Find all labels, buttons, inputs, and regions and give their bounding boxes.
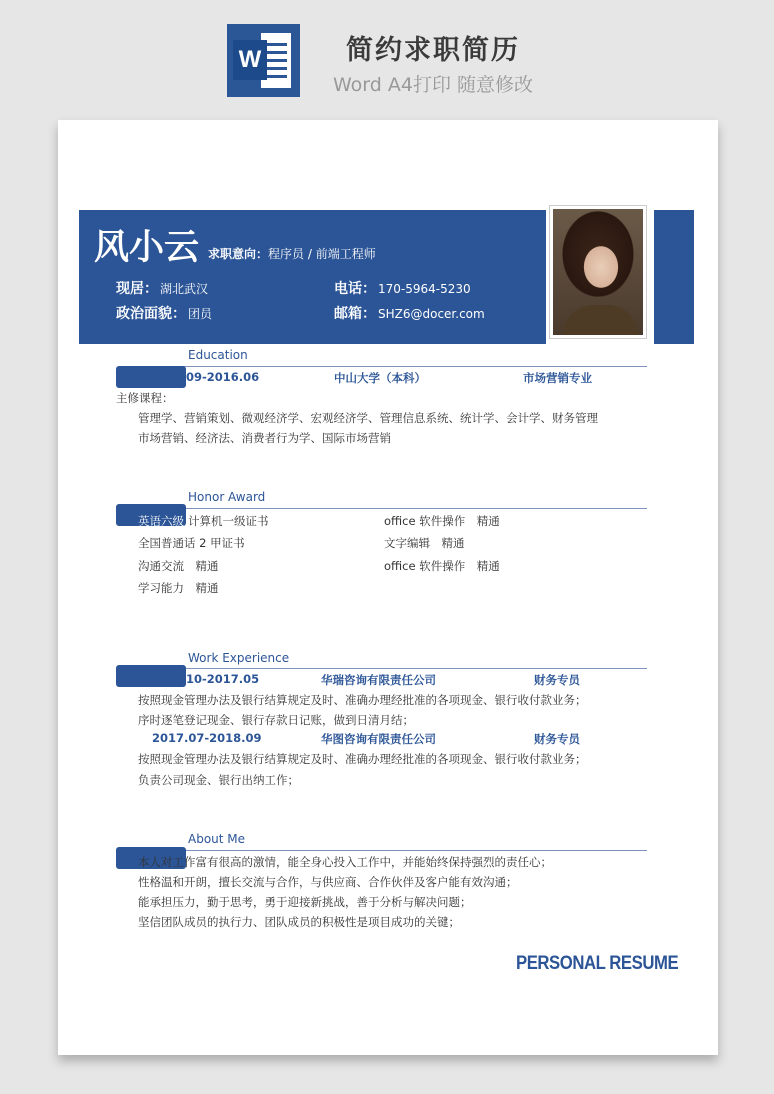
email-label: 邮箱： bbox=[334, 306, 376, 322]
job-position: 财务专员 bbox=[534, 673, 580, 687]
phone-label: 电话： bbox=[334, 281, 376, 297]
work-divider bbox=[181, 668, 647, 669]
banner-title: 简约求职简历 bbox=[346, 35, 520, 66]
about-line: 坚信团队成员的执行力、团队成员的积极性是项目成功的关键； bbox=[138, 915, 460, 929]
word-letter: W bbox=[233, 40, 267, 80]
political-status-value: 团员 bbox=[188, 307, 213, 321]
honor-item: office 软件操作 精通 bbox=[384, 559, 500, 573]
residence-label: 现居： bbox=[116, 281, 158, 297]
political-status bbox=[116, 303, 212, 323]
email bbox=[334, 303, 485, 323]
education-divider bbox=[181, 366, 647, 367]
political-status-label: 政治面貌： bbox=[116, 306, 186, 322]
email-value: SHZ6@docer.com bbox=[378, 307, 485, 321]
job-duty: 负责公司现金、银行出纳工作； bbox=[138, 773, 299, 787]
about-line: 本人对工作富有很高的激情，能全身心投入工作中，并能始终保持强烈的责任心； bbox=[138, 855, 552, 869]
education-period: 09-2016.06 bbox=[186, 370, 260, 384]
residence-value: 湖北武汉 bbox=[160, 282, 209, 296]
profile-photo bbox=[549, 205, 647, 339]
honor-item: 英语六级 bbox=[138, 514, 184, 528]
candidate-name: 风小云 bbox=[94, 228, 200, 268]
word-logo-icon bbox=[227, 24, 300, 97]
residence bbox=[116, 278, 208, 298]
about-line: 性格温和开朗，擅长交流与合作，与供应商、合作伙伴及客户能有效沟通； bbox=[138, 875, 518, 889]
education-title: Education bbox=[188, 348, 248, 362]
job-intention bbox=[208, 245, 376, 262]
resume-page bbox=[58, 120, 718, 1055]
education-school: 中山大学（本科） bbox=[334, 371, 426, 385]
job-period: 10-2017.05 bbox=[186, 672, 260, 686]
courses-line-1: 管理学、营销策划、微观经济学、宏观经济学、管理信息系统、统计学、会计学、财务管理 bbox=[138, 411, 598, 425]
honor-item: 全国普通话 2 甲证书 bbox=[138, 536, 245, 550]
education-tab bbox=[116, 366, 186, 388]
banner-subtitle: Word A4打印 随意修改 bbox=[332, 74, 533, 96]
about-line: 能承担压力，勤于思考，勇于迎接新挑战，善于分析与解决问题； bbox=[138, 895, 472, 909]
about-divider bbox=[181, 850, 647, 851]
about-title: About Me bbox=[188, 832, 246, 846]
work-tab bbox=[116, 665, 186, 687]
job-duty: 序时逐笔登记现金、银行存款日记账，做到日清月结； bbox=[138, 713, 414, 727]
phone-value: 170-5964-5230 bbox=[378, 282, 471, 296]
honor-item: 沟通交流 精通 bbox=[138, 559, 219, 573]
courses-line-2: 市场营销、经济法、消费者行为学、国际市场营销 bbox=[138, 431, 391, 445]
header-side-bar bbox=[654, 210, 694, 344]
honor-item: 学习能力 精通 bbox=[138, 581, 219, 595]
courses-label: 主修课程： bbox=[116, 391, 174, 405]
phone bbox=[334, 278, 471, 298]
job-intention-label: 求职意向： bbox=[208, 247, 269, 261]
personal-resume-brand: PERSONAL RESUME bbox=[516, 953, 679, 974]
honor-item: office 软件操作 精通 bbox=[384, 514, 500, 528]
work-title: Work Experience bbox=[188, 651, 290, 665]
job-company: 华瑞咨询有限责任公司 bbox=[321, 673, 436, 687]
job-duty: 按照现金管理办法及银行结算规定及时、准确办理经批准的各项现金、银行收付款业务； bbox=[138, 693, 587, 707]
honor-item: 计算机一级证书 bbox=[188, 514, 269, 528]
job-period: 2017.07-2018.09 bbox=[152, 731, 262, 745]
job-intention-value: 程序员 / 前端工程师 bbox=[268, 247, 376, 261]
honor-title: Honor Award bbox=[188, 490, 266, 504]
education-major: 市场营销专业 bbox=[523, 371, 592, 385]
job-company: 华图咨询有限责任公司 bbox=[321, 732, 436, 746]
honor-item: 文字编辑 精通 bbox=[384, 536, 465, 550]
portrait-image bbox=[553, 209, 643, 335]
job-duty: 按照现金管理办法及银行结算规定及时、准确办理经批准的各项现金、银行收付款业务； bbox=[138, 752, 587, 766]
honor-divider bbox=[181, 508, 647, 509]
job-position: 财务专员 bbox=[534, 732, 580, 746]
